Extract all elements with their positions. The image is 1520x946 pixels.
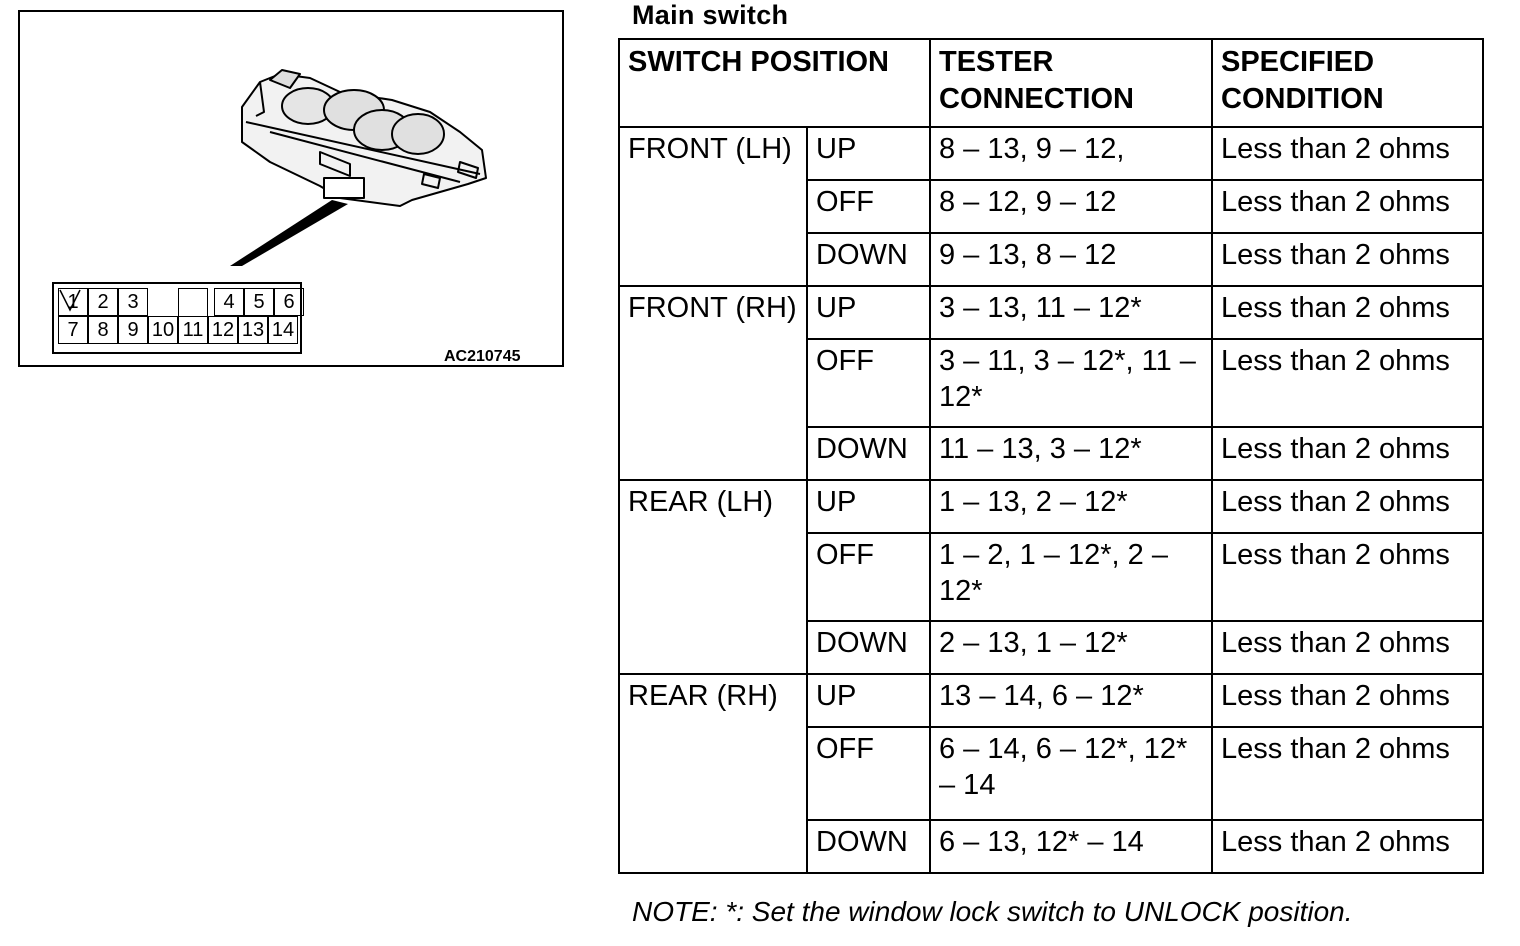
position-cell: OFF	[807, 180, 930, 233]
condition-cell: Less than 2 ohms	[1212, 533, 1483, 621]
switch-spec-table	[618, 38, 1484, 874]
pin-cell: 12	[208, 316, 238, 344]
header-switch-position: SWITCH POSITION	[619, 39, 930, 127]
pin-cell: 10	[148, 316, 178, 344]
condition-cell: Less than 2 ohms	[1212, 480, 1483, 533]
tester-cell: 6 – 13, 12* – 14	[930, 820, 1212, 873]
group-label: REAR (RH)	[619, 674, 807, 873]
position-cell: DOWN	[807, 820, 930, 873]
condition-cell: Less than 2 ohms	[1212, 286, 1483, 339]
position-cell: OFF	[807, 339, 930, 427]
tester-cell: 8 – 12, 9 – 12	[930, 180, 1212, 233]
tester-cell: 2 – 13, 1 – 12*	[930, 621, 1212, 674]
tester-cell: 8 – 13, 9 – 12,	[930, 127, 1212, 180]
tester-cell: 3 – 11, 3 – 12*, 11 – 12*	[930, 339, 1212, 427]
position-cell: UP	[807, 480, 930, 533]
position-cell: UP	[807, 286, 930, 339]
switch-illustration	[18, 10, 564, 367]
connector-bottom-row	[58, 316, 298, 344]
tester-cell: 3 – 13, 11 – 12*	[930, 286, 1212, 339]
position-cell: UP	[807, 127, 930, 180]
condition-cell: Less than 2 ohms	[1212, 727, 1483, 820]
position-cell: OFF	[807, 533, 930, 621]
tester-cell: 13 – 14, 6 – 12*	[930, 674, 1212, 727]
connector-key-notch	[148, 288, 178, 316]
pin-cell: 9	[118, 316, 148, 344]
condition-cell: Less than 2 ohms	[1212, 233, 1483, 286]
condition-cell: Less than 2 ohms	[1212, 127, 1483, 180]
pin-cell: 7	[58, 316, 88, 344]
position-cell: DOWN	[807, 427, 930, 480]
position-cell: OFF	[807, 727, 930, 820]
pin-cell: 5	[244, 288, 274, 316]
pin-cell: 4	[214, 288, 244, 316]
position-cell: DOWN	[807, 233, 930, 286]
position-cell: DOWN	[807, 621, 930, 674]
pin-cell: 3	[118, 288, 148, 316]
tester-cell: 1 – 2, 1 – 12*, 2 – 12*	[930, 533, 1212, 621]
table-row	[619, 286, 1483, 339]
group-label: FRONT (LH)	[619, 127, 807, 286]
table-row	[619, 480, 1483, 533]
tester-cell: 1 – 13, 2 – 12*	[930, 480, 1212, 533]
tester-cell: 11 – 13, 3 – 12*	[930, 427, 1212, 480]
pin-cell: 6	[274, 288, 304, 316]
condition-cell: Less than 2 ohms	[1212, 674, 1483, 727]
position-cell: UP	[807, 674, 930, 727]
group-label: REAR (LH)	[619, 480, 807, 674]
pin-cell: 13	[238, 316, 268, 344]
condition-cell: Less than 2 ohms	[1212, 621, 1483, 674]
figure-id-label: AC210745	[444, 348, 521, 365]
tester-cell: 9 – 13, 8 – 12	[930, 233, 1212, 286]
pin-cell: 2	[88, 288, 118, 316]
pin-cell: 14	[268, 316, 298, 344]
connector-top-row	[58, 288, 304, 316]
table-row	[619, 127, 1483, 180]
footnote: NOTE: *: Set the window lock switch to UNLOCK position.	[632, 896, 1353, 927]
condition-cell: Less than 2 ohms	[1212, 427, 1483, 480]
pin-cell: 11	[178, 316, 208, 344]
header-specified-condition: SPECIFIED CONDITION	[1212, 39, 1483, 127]
condition-cell: Less than 2 ohms	[1212, 180, 1483, 233]
section-title: Main switch	[632, 0, 789, 30]
header-tester-connection: TESTER CONNECTION	[930, 39, 1212, 127]
pin-cell: 8	[88, 316, 118, 344]
condition-cell: Less than 2 ohms	[1212, 339, 1483, 427]
table-row	[619, 674, 1483, 727]
group-label: FRONT (RH)	[619, 286, 807, 480]
condition-cell: Less than 2 ohms	[1212, 820, 1483, 873]
tester-cell: 6 – 14, 6 – 12*, 12* – 14	[930, 727, 1212, 820]
pin-cell: 1	[58, 288, 88, 316]
connector-key-icon	[178, 288, 208, 316]
table-header-row	[619, 39, 1483, 127]
